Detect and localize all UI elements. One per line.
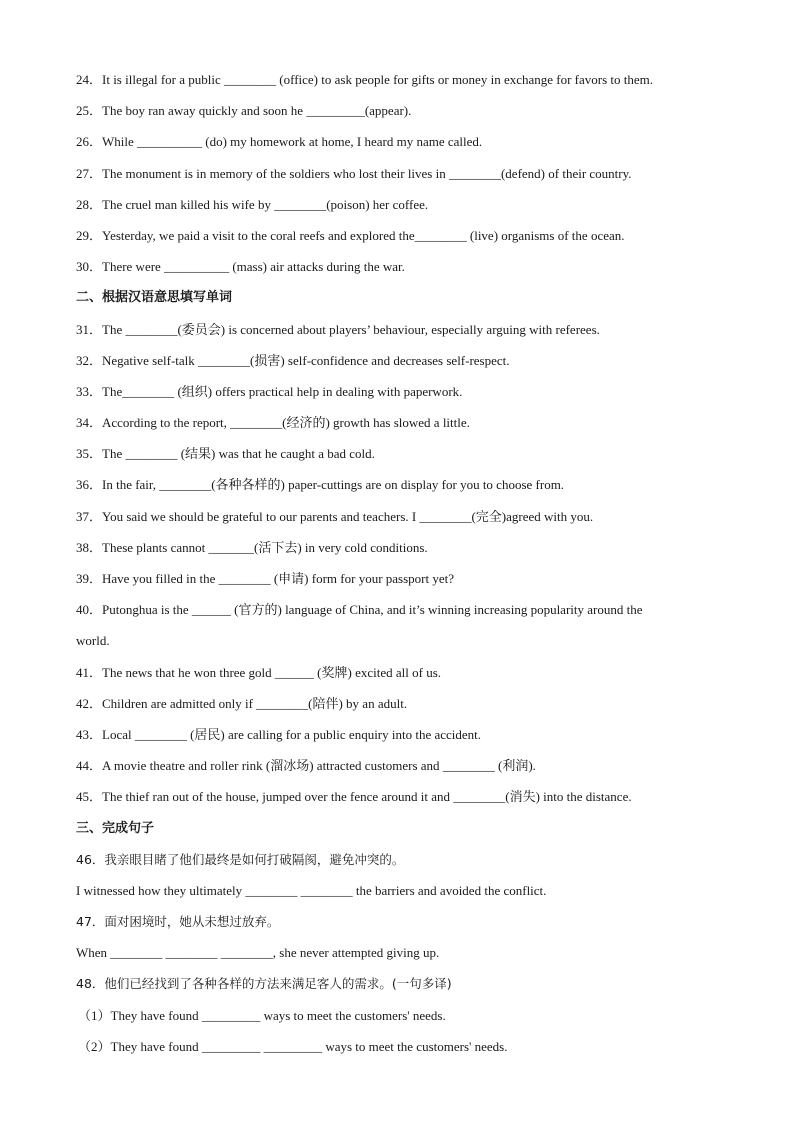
question-line: 43．Local ________ (居民) are calling for a public enquiry into the accident. [76, 726, 482, 742]
question-line: 27．The monument is in memory of the soldiers who lost their lives in ________(defend) of their country. [76, 165, 632, 181]
question-line: 45．The thief ran out of the house, jumped over the fence around it and ________(消失) into the distance. [76, 789, 632, 805]
chinese-prompt: 47．面对困境时，她从未想过放弃。 [76, 914, 280, 930]
question-line: 28．The cruel man killed his wife by ________(poison) her coffee. [76, 196, 429, 212]
question-line: 42．Children are admitted only if ________(陪伴) by an adult. [76, 695, 408, 711]
question-line: 26．While __________ (do) my homework at home, I heard my name called. [76, 134, 483, 150]
question-line: 40．Putonghua is the ______ (官方的) language of China, and it’s winning increasing popularity around the [76, 602, 643, 618]
question-line: 38．These plants cannot _______(活下去) in very cold conditions. [76, 539, 428, 555]
chinese-prompt: 46．我亲眼目睹了他们最终是如何打破隔阂，避免冲突的。 [76, 851, 405, 867]
worksheet-page [76, 64, 716, 1062]
question-line: 32．Negative self-talk ________(损害) self-confidence and decreases self-respect. [76, 352, 510, 368]
question-line: 31．The ________(委员会) is concerned about players’ behaviour, especially arguing with referees. [76, 321, 600, 337]
question-line: 30．There were __________ (mass) air attacks during the war. [76, 259, 405, 275]
question-line: 36．In the fair, ________(各种各样的) paper-cuttings are on display for you to choose from. [76, 477, 565, 493]
sub-question-line: （2）They have found _________ _________ ways to meet the customers' needs. [78, 1038, 508, 1054]
question-line: 37．You said we should be grateful to our parents and teachers. I ________(完全)agreed with you. [76, 508, 594, 524]
question-line: 25．The boy ran away quickly and soon he _________(appear). [76, 103, 412, 119]
question-line: 24．It is illegal for a public ________ (office) to ask people for gifts or money in exchange for favors to them. [76, 72, 654, 87]
question-line: 41．The news that he won three gold ______ (奖牌) excited all of us. [76, 664, 441, 680]
section-heading: 二、根据汉语意思填写单词 [76, 290, 233, 306]
chinese-prompt: 48．他们已经找到了各种各样的方法来满足客人的需求。(一句多译) [76, 976, 452, 992]
question-line: 34．According to the report, ________(经济的) growth has slowed a little. [76, 415, 470, 431]
section-heading: 三、完成句子 [76, 820, 155, 836]
question-line: 39．Have you filled in the ________ (申请) form for your passport yet? [76, 571, 455, 586]
question-line: I witnessed how they ultimately ________ ________ the barriers and avoided the conflict. [76, 882, 547, 898]
question-line: 29．Yesterday, we paid a visit to the coral reefs and explored the________ (live) organisms of the ocean. [76, 227, 625, 243]
question-line: 33．The________ (组织) offers practical help in dealing with paperwork. [76, 383, 463, 399]
sub-question-line: （1）They have found _________ ways to meet the customers' needs. [78, 1007, 446, 1023]
question-line: 44．A movie theatre and roller rink (溜冰场) attracted customers and ________ (利润). [76, 758, 536, 774]
question-continuation: world. [76, 633, 110, 649]
question-line: When ________ ________ ________, she never attempted giving up. [76, 945, 440, 961]
question-line: 35．The ________ (结果) was that he caught a bad cold. [76, 446, 375, 462]
